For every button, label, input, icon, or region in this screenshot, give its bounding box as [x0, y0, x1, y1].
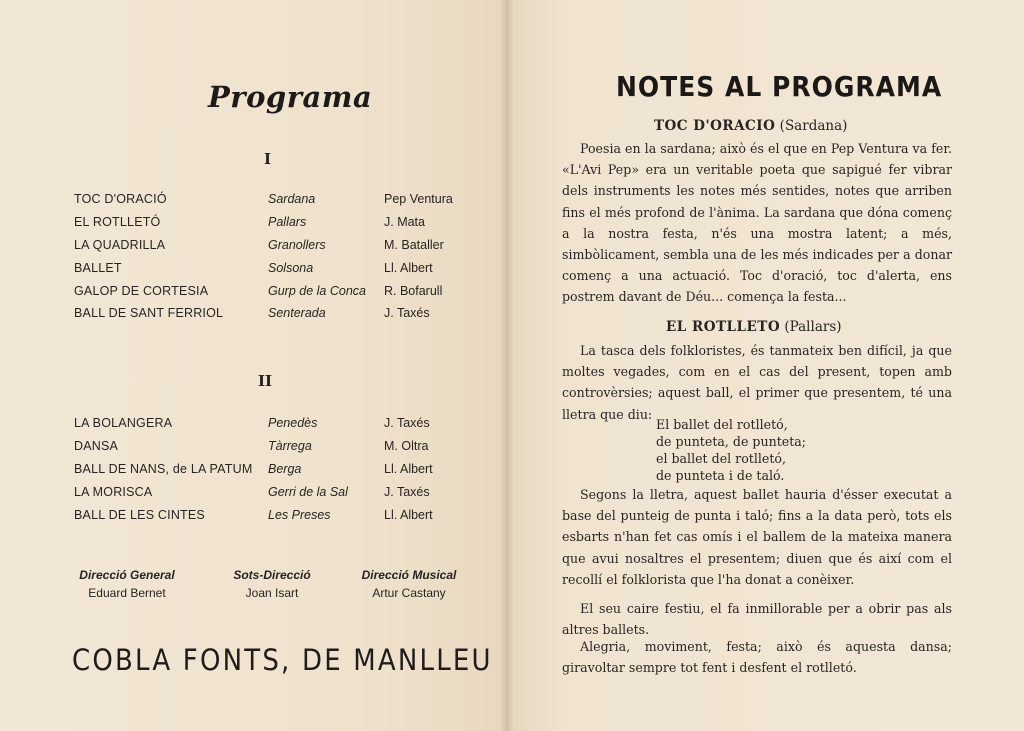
dance-author: J. Taxés — [384, 306, 430, 320]
part-number-2: II — [258, 372, 273, 390]
dance-place: Penedès — [268, 416, 318, 430]
program-row — [0, 439, 506, 461]
credit-musical-direction — [350, 568, 468, 600]
dance-name: LA BOLANGERA — [74, 416, 173, 430]
program-row — [0, 215, 506, 237]
dance-author: Ll. Albert — [384, 462, 433, 476]
dance-place: Senterada — [268, 306, 326, 320]
program-row — [0, 508, 506, 530]
dance-place: Les Preses — [268, 508, 331, 522]
verse-line: el ballet del rotlletó, — [656, 451, 786, 466]
dance-name: BALLET — [74, 261, 122, 275]
part-number-1: I — [264, 150, 272, 168]
section-heading — [654, 118, 847, 134]
section-place: (Sardana) — [779, 118, 848, 134]
dance-author: J. Mata — [384, 215, 425, 229]
dance-author: M. Oltra — [384, 439, 429, 453]
dance-place: Granollers — [268, 238, 326, 252]
dance-name: EL ROTLLETÓ — [74, 215, 161, 229]
section-heading — [666, 319, 842, 335]
program-row — [0, 306, 506, 328]
verse-line: de punteta, de punteta; — [656, 434, 807, 449]
program-row — [0, 238, 506, 260]
dance-name: LA MORISCA — [74, 485, 153, 499]
dance-author: J. Taxés — [384, 416, 430, 430]
dance-name: BALL DE SANT FERRIOL — [74, 306, 224, 320]
credit-role: Direcció Musical — [361, 568, 457, 582]
dance-place: Pallars — [268, 215, 307, 229]
section-paragraph: El seu caire festiu, el fa inmillorable per a obrir pas als altres ballets. — [562, 601, 952, 638]
credit-person: Joan Isart — [245, 586, 299, 600]
credit-general-direction — [72, 568, 182, 600]
section-place: (Pallars) — [784, 319, 842, 335]
song-verse — [656, 416, 916, 484]
dance-name: BALL DE NANS, de LA PATUM — [74, 462, 253, 476]
dance-name: DANSA — [74, 439, 119, 453]
dance-place: Solsona — [268, 261, 314, 275]
notes-title: NOTES AL PROGRAMA — [616, 70, 943, 103]
dance-name: LA QUADRILLA — [74, 238, 166, 252]
program-row — [0, 462, 506, 484]
section-text: Poesia en la sardana; això és el que en Pep Ventura va fer. «L'Avi Pep» era un veritable poeta que sapigué fer vibrar dels instruments les notes més sentides, notes que arriben fins el més profond de l'ànima. La sardana que dóna començ a la nostra festa, n'és una mostra latent; a més, simbòlicament, sembla una de les més indicades per a donar començ a una actuació. Toc d'oració, toc d'alerta, ens postrem davant de Déu... comença la festa... — [562, 141, 952, 305]
dance-author: J. Taxés — [384, 485, 430, 499]
dance-place: Gerri de la Sal — [268, 485, 348, 499]
cobla-name: COBLA FONTS, DE MANLLEU — [72, 644, 493, 678]
dance-place: Gurp de la Conca — [268, 284, 366, 298]
dance-author: Pep Ventura — [384, 192, 453, 206]
credit-role: Sots-Direcció — [233, 568, 311, 582]
dance-name: GALOP DE CORTESIA — [74, 284, 209, 298]
credit-assistant-direction — [212, 568, 332, 600]
program-row — [0, 261, 506, 283]
program-row — [0, 485, 506, 507]
program-row — [0, 284, 506, 306]
section-name: TOC D'ORACIO — [654, 118, 776, 134]
dance-name: BALL DE LES CINTES — [74, 508, 205, 522]
verse-line: de punteta i de taló. — [656, 468, 785, 483]
section-paragraph: Segons la lletra, aquest ballet hauria d'ésser executat a base del punteig de punta i taló; fins a la data però, tots els esbarts n'han fet cas omís i el ballem de la mateixa manera que avui nosaltres el presentem; diuen que és així com el recollí el folklorista que l'ha donat a conèixer. — [562, 487, 952, 587]
dance-place: Tàrrega — [268, 439, 312, 453]
page-fold — [500, 0, 514, 731]
credit-role: Direcció General — [79, 568, 175, 582]
dance-author: Ll. Albert — [384, 261, 433, 275]
credits — [0, 568, 506, 618]
section-paragraph: Alegria, moviment, festa; això és aquesta dansa; giravoltar sempre tot fent i desfent el rotlletó. — [562, 639, 952, 676]
dance-author: R. Bofarull — [384, 284, 443, 298]
verse-line: El ballet del rotlletó, — [656, 417, 788, 432]
dance-place: Berga — [268, 462, 302, 476]
dance-place: Sardana — [268, 192, 316, 206]
credit-person: Eduard Bernet — [88, 586, 166, 600]
dance-name: TOC D'ORACIÓ — [74, 192, 167, 206]
section-name: EL ROTLLETO — [666, 319, 781, 335]
section-text: La tasca dels folkloristes, és tanmateix ben difícil, ja que moltes vegades, com en el cas del present, topen amb controvèrsies; aquest ball, el primer que presentem, té una lletra que diu: — [562, 343, 952, 422]
credit-person: Artur Castany — [372, 586, 446, 600]
dance-author: M. Bataller — [384, 238, 444, 252]
program-title: Programa — [208, 80, 373, 114]
dance-author: Ll. Albert — [384, 508, 433, 522]
program-row — [0, 192, 506, 214]
program-row — [0, 416, 506, 438]
